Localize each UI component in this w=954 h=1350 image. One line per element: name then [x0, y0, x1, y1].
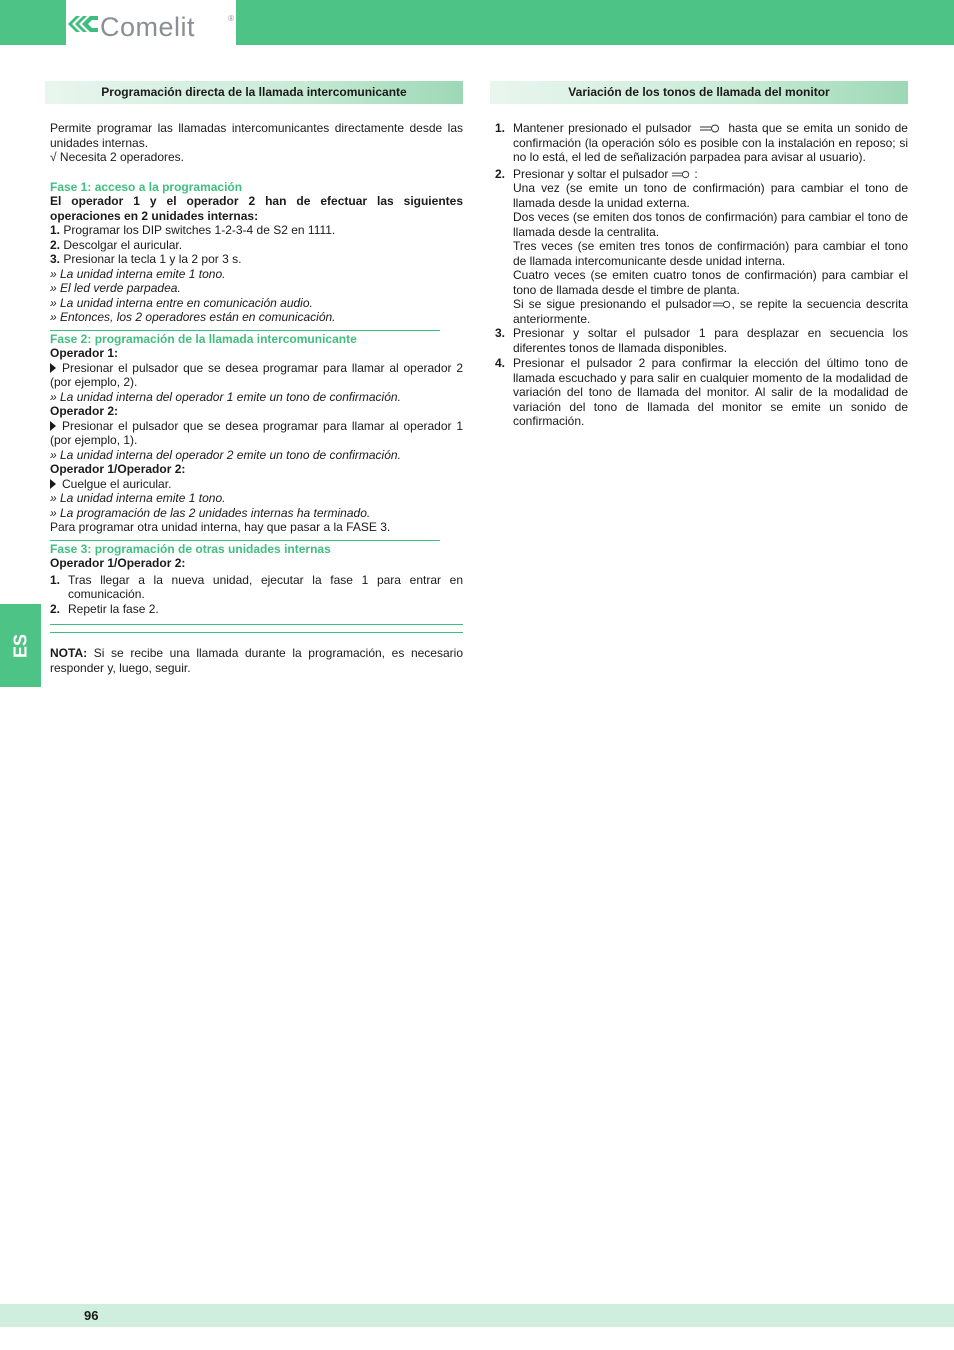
requirement-note: √ Necesita 2 operadores. [50, 150, 184, 164]
right-column [495, 121, 908, 429]
section-divider [50, 632, 463, 633]
left-column [50, 121, 463, 675]
brand-logo [66, 0, 236, 45]
key-button-icon [712, 300, 732, 309]
right-step-4: 4. Presionar el pulsador 2 para confirmar la elección del último tono de llamada escuchado y para salir en cualquier momento de la modalidad de variación del tono de llamada del monitor. Al salir de la modalidad de variación del tono de llamada del monitor se emite un sonido de confirmación. [495, 356, 908, 428]
key-button-icon [699, 124, 721, 133]
operator2-step: Presionar el pulsador que se desea programar para llamar al operador 1 (por ejemplo, 1). [50, 418, 463, 447]
right-step-2-option: Tres veces (se emiten tres tonos de confirmación) para cambiar el tono de llamada intercomunicante desde unidad interna. [513, 239, 908, 268]
triangle-bullet-icon [50, 479, 56, 489]
operator12-step: Cuelgue el auricular. [50, 477, 463, 492]
operator1-step: Presionar el pulsador que se desea programar para llamar al operador 2 (por ejemplo, 2). [50, 360, 463, 389]
fase1-note: » Entonces, los 2 operadores están en comunicación. [50, 310, 336, 324]
top-banner [0, 0, 954, 45]
operator1-note: » La unidad interna del operador 1 emite un tono de confirmación. [50, 389, 401, 404]
section-divider [50, 540, 440, 541]
right-section-heading: Variación de los tonos de llamada del monitor [490, 81, 908, 104]
operator2-label: Operador 2: [50, 404, 119, 418]
nota-text: NOTA: Si se recibe una llamada durante la programación, es necesario responder y, luego, seguir. [50, 646, 463, 675]
key-button-icon [671, 170, 691, 179]
language-tab: ES [0, 604, 41, 687]
fase1-note: » La unidad interna entre en comunicación audio. [50, 295, 313, 310]
left-section-heading: Programación directa de la llamada intercomunicante [45, 81, 463, 104]
fase1-step-3: 3. Presionar la tecla 1 y la 2 por 3 s. [50, 252, 242, 266]
fase3-title: Fase 3: programación de otras unidades internas [50, 541, 331, 556]
operator12-note: » La programación de las 2 unidades internas ha terminado. [50, 505, 371, 520]
operator2-note: » La unidad interna del operador 2 emite un tono de confirmación. [50, 447, 401, 462]
fase1-note: » La unidad interna emite 1 tono. [50, 266, 226, 281]
page-footer [0, 1304, 954, 1327]
fase1-note: » El led verde parpadea. [50, 281, 181, 295]
fase3-step-1: 1. Tras llegar a la nueva unidad, ejecutar la fase 1 para entrar en comunicación. [50, 572, 463, 601]
fase1-step-2: 2. Descolgar el auricular. [50, 237, 183, 252]
fase1-title: Fase 1: acceso a la programación [50, 179, 243, 194]
intro-text: Permite programar las llamadas intercomunicantes directamente desde las unidades internas. [50, 121, 463, 150]
fase3-operator-label: Operador 1/Operador 2: [50, 556, 186, 570]
right-step-2-option: Una vez (se emite un tono de confirmación) para cambiar el tono de llamada desde la unidad externa. [513, 181, 908, 210]
operator1-label: Operador 1: [50, 346, 119, 360]
brand-name: Comelit [100, 12, 196, 42]
fase3-step-2: 2. Repetir la fase 2. [50, 601, 159, 616]
triangle-bullet-icon [50, 421, 56, 431]
triangle-bullet-icon [50, 363, 56, 373]
right-step-1: 1. Mantener presionado el pulsador hasta que se emita un sonido de confirmación (la operación sólo es posible con la instalación en reposo; si no lo está, el led de señalización parpadea para avisar al usuario). [495, 121, 908, 164]
right-step-2: 2. Presionar y soltar el pulsador : [495, 166, 698, 181]
right-step-2-option: Cuatro veces (se emiten cuatro tonos de confirmación) para cambiar el tono de llamada desde el timbre de planta. [513, 268, 908, 297]
brand-registered-mark: ® [228, 14, 234, 23]
operator12-note: » La unidad interna emite 1 tono. [50, 491, 226, 505]
fase2-closing: Para programar otra unidad interna, hay que pasar a la FASE 3. [50, 520, 391, 534]
right-step-2-option: Dos veces (se emiten dos tonos de confirmación) para cambiar el tono de llamada desde la centralita. [513, 210, 908, 239]
section-divider [50, 624, 463, 625]
right-step-2-repeat: Si se sigue presionando el pulsador , se repite la secuencia descrita anteriormente. [513, 297, 908, 326]
fase1-step-1: 1. Programar los DIP switches 1-2-3-4 de S2 en 1111. [50, 223, 336, 237]
comelit-mark-icon [68, 14, 98, 34]
fase2-title: Fase 2: programación de la llamada intercomunicante [50, 331, 357, 346]
fase1-intro: El operador 1 y el operador 2 han de efectuar las siguientes operaciones en 2 unidades internas: [50, 194, 463, 223]
page-number: 96 [84, 1308, 99, 1323]
right-step-3: 3. Presionar y soltar el pulsador 1 para desplazar en secuencia los diferentes tonos de llamada disponibles. [495, 326, 908, 355]
operator12-label: Operador 1/Operador 2: [50, 462, 186, 476]
section-divider [50, 330, 440, 331]
